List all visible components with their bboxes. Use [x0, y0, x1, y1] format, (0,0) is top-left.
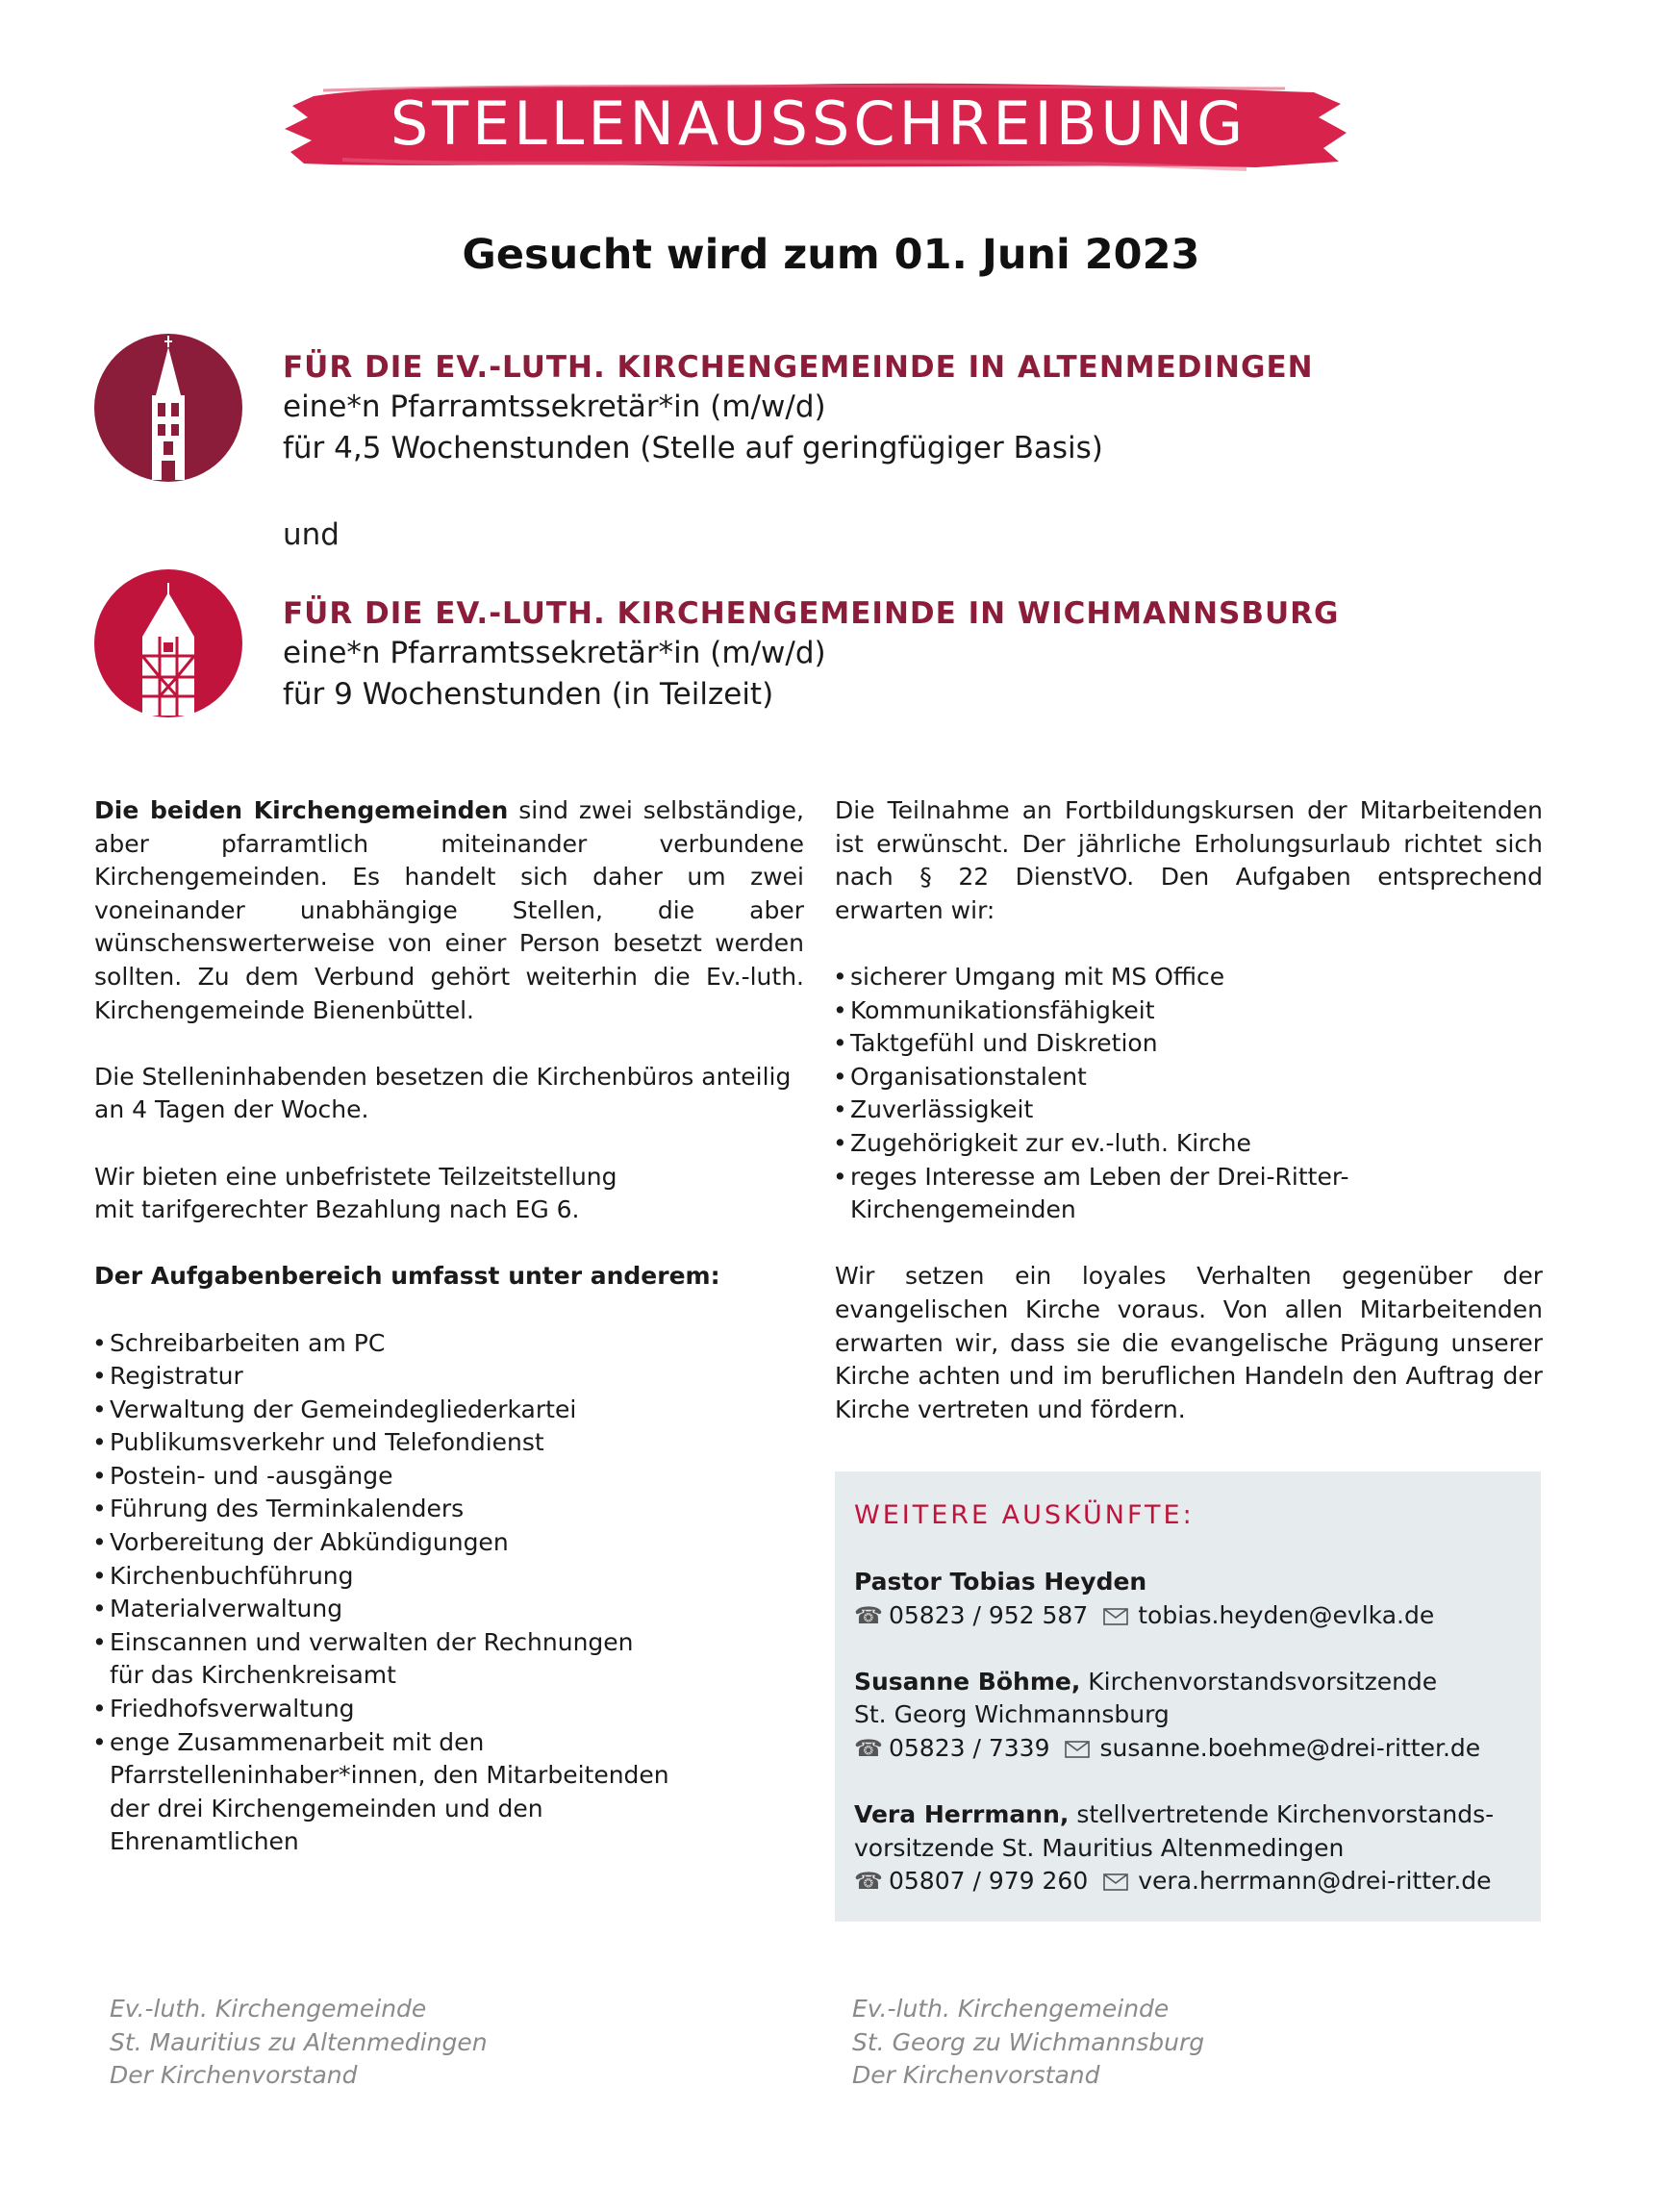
half-timbered-tower-icon: [94, 569, 242, 717]
contact-name: Pastor Tobias Heyden: [854, 1568, 1147, 1596]
start-date-subtitle: Gesucht wird zum 01. Juni 2023: [462, 231, 1200, 279]
position-title: eine*n Pfarramtssekretär*in (m/w/d): [283, 390, 826, 424]
congregation-altenmedingen: [283, 348, 1314, 469]
requirements-list: [835, 961, 1543, 1227]
office-days-paragraph: Die Stelleninhabenden besetzen die Kirchenbüros anteilig an 4 Tagen der Woche.: [94, 1062, 792, 1124]
contact-phone[interactable]: 05823 / 952 587: [889, 1600, 1089, 1629]
list-item: • Zuverlässigkeit: [835, 1093, 1543, 1127]
contact-role-2: St. Georg Wichmannsburg: [854, 1700, 1170, 1729]
list-item: • Einscannen und verwalten der Rechnungen für das Kirchenkreisamt: [94, 1626, 671, 1693]
footer-line: Der Kirchenvorstand: [852, 2061, 1100, 2090]
mail-icon: [1103, 1599, 1132, 1633]
offer-line-1: Wir bieten eine unbefristete Teilzeitstellung: [94, 1162, 617, 1191]
list-item: • Friedhofsverwaltung: [94, 1693, 804, 1726]
list-item: • Vorbereitung der Abkündigungen: [94, 1526, 804, 1560]
title-banner: [285, 75, 1352, 171]
church-tower-icon: [94, 334, 242, 482]
congregation-heading: FÜR DIE EV.-LUTH. KIRCHENGEMEINDE IN WICHMANNSBURG: [283, 596, 1340, 631]
list-item: • Publikumsverkehr und Telefondienst: [94, 1426, 804, 1460]
list-item: • sicherer Umgang mit MS Office: [835, 961, 1543, 994]
list-item: • enge Zusammenarbeit mit den Pfarrstelleninhaber*innen, den Mitarbeitenden der drei Kirchengemeinden und den Ehrenamtlichen: [94, 1726, 671, 1859]
congregation-heading: FÜR DIE EV.-LUTH. KIRCHENGEMEINDE IN ALTENMEDINGEN: [283, 350, 1314, 385]
phone-icon: ☎: [854, 1601, 883, 1629]
offer-line-2: mit tarifgerechter Bezahlung nach EG 6.: [94, 1195, 580, 1224]
intro-text: sind zwei selbständige, aber pfarramtlich miteinander verbundene Kirchengemeinden. Es handelt sich daher um zwei voneinander unabhängige Stellen, die aber wünschenswerterweise von einer Person besetzt werden sollten. Zu dem Verbund gehört weiterhin die Ev.-luth. Kirchengemeinde Bienenbüttel.: [94, 796, 804, 1024]
list-item: • Zugehörigkeit zur ev.-luth. Kirche: [835, 1127, 1543, 1161]
list-item: • Organisationstalent: [835, 1061, 1543, 1094]
list-item: • Schreibarbeiten am PC: [94, 1327, 804, 1361]
loyalty-paragraph: Wir setzen ein loyales Verhalten gegenüber der evangelischen Kirche voraus. Von allen Mitarbeitenden erwarten wir, dass sie die evangelische Prägung unserer Kirche achten und im beruflichen Handeln den Auftrag der Kirche vertreten und fördern.: [835, 1262, 1543, 1423]
tasks-list: [94, 1327, 804, 1860]
contact-heading: WEITERE AUSKÜNFTE:: [854, 1500, 1195, 1530]
right-column: [835, 794, 1543, 1460]
intro-bold: Die beiden Kirchengemeinden: [94, 796, 509, 824]
list-item: • Kirchenbuchführung: [94, 1560, 804, 1594]
list-item: • Taktgefühl und Diskretion: [835, 1027, 1543, 1061]
contact-email[interactable]: vera.herrmann@drei-ritter.de: [1138, 1867, 1492, 1896]
list-item: • Führung des Terminkalenders: [94, 1493, 804, 1526]
left-column: [94, 794, 804, 1893]
footer-signature-altenmedingen: [110, 1993, 488, 2093]
page-title: STELLENAUSSCHREIBUNG: [390, 88, 1247, 159]
intro-paragraph: [94, 794, 804, 1027]
list-item: • Postein- und -ausgänge: [94, 1460, 804, 1494]
contact-email[interactable]: susanne.boehme@drei-ritter.de: [1099, 1733, 1481, 1762]
phone-icon: ☎: [854, 1868, 883, 1896]
contact-name: Susanne Böhme,: [854, 1667, 1081, 1696]
mail-icon: [1065, 1732, 1094, 1766]
working-hours: für 9 Wochenstunden (in Teilzeit): [283, 677, 774, 712]
contact-phone[interactable]: 05823 / 7339: [889, 1733, 1050, 1762]
footer-line: Ev.-luth. Kirchengemeinde: [852, 1995, 1170, 2023]
tasks-heading: Der Aufgabenbereich umfasst unter anderem:: [94, 1262, 720, 1291]
contact-email[interactable]: tobias.heyden@evlka.de: [1138, 1600, 1435, 1629]
contact-phone[interactable]: 05807 / 979 260: [889, 1867, 1089, 1896]
list-item: • Kommunikationsfähigkeit: [835, 994, 1543, 1028]
congregation-wichmannsburg: [283, 594, 1339, 716]
list-item: • Materialverwaltung: [94, 1593, 804, 1626]
contact-entry: [854, 1798, 1522, 1898]
list-item: • reges Interesse am Leben der Drei-Ritter-Kirchengemeinden: [835, 1161, 1373, 1227]
training-paragraph: Die Teilnahme an Fortbildungskursen der Mitarbeitenden ist erwünscht. Der jährliche Erholungsurlaub richtet sich nach § 22 DienstVO. Den Aufgaben entsprechend erwarten wir:: [835, 796, 1543, 924]
phone-icon: ☎: [854, 1734, 883, 1762]
footer-line: Der Kirchenvorstand: [110, 2061, 358, 2090]
offer-paragraph: [94, 1161, 804, 1227]
list-item: • Registratur: [94, 1360, 804, 1394]
footer-line: St. Georg zu Wichmannsburg: [852, 2027, 1205, 2056]
position-title: eine*n Pfarramtssekretär*in (m/w/d): [283, 636, 826, 670]
contact-role-2: vorsitzende St. Mauritius Altenmedingen: [854, 1833, 1345, 1862]
contact-role: Kirchenvorstandsvorsitzende: [1080, 1667, 1438, 1696]
footer-line: Ev.-luth. Kirchengemeinde: [110, 1995, 427, 2023]
contact-name: Vera Herrmann,: [854, 1800, 1070, 1829]
contact-role: stellvertretende Kirchenvorstands-: [1069, 1800, 1495, 1829]
mail-icon: [1103, 1865, 1132, 1898]
footer-signature-wichmannsburg: [852, 1993, 1204, 2093]
working-hours: für 4,5 Wochenstunden (Stelle auf geringfügiger Basis): [283, 431, 1103, 465]
contact-entry: [854, 1666, 1522, 1766]
list-item: • Verwaltung der Gemeindegliederkartei: [94, 1394, 804, 1427]
contact-info-box: [835, 1471, 1541, 1922]
contact-entry: [854, 1566, 1522, 1632]
footer-line: St. Mauritius zu Altenmedingen: [110, 2027, 488, 2056]
connector-text: und: [283, 517, 340, 552]
